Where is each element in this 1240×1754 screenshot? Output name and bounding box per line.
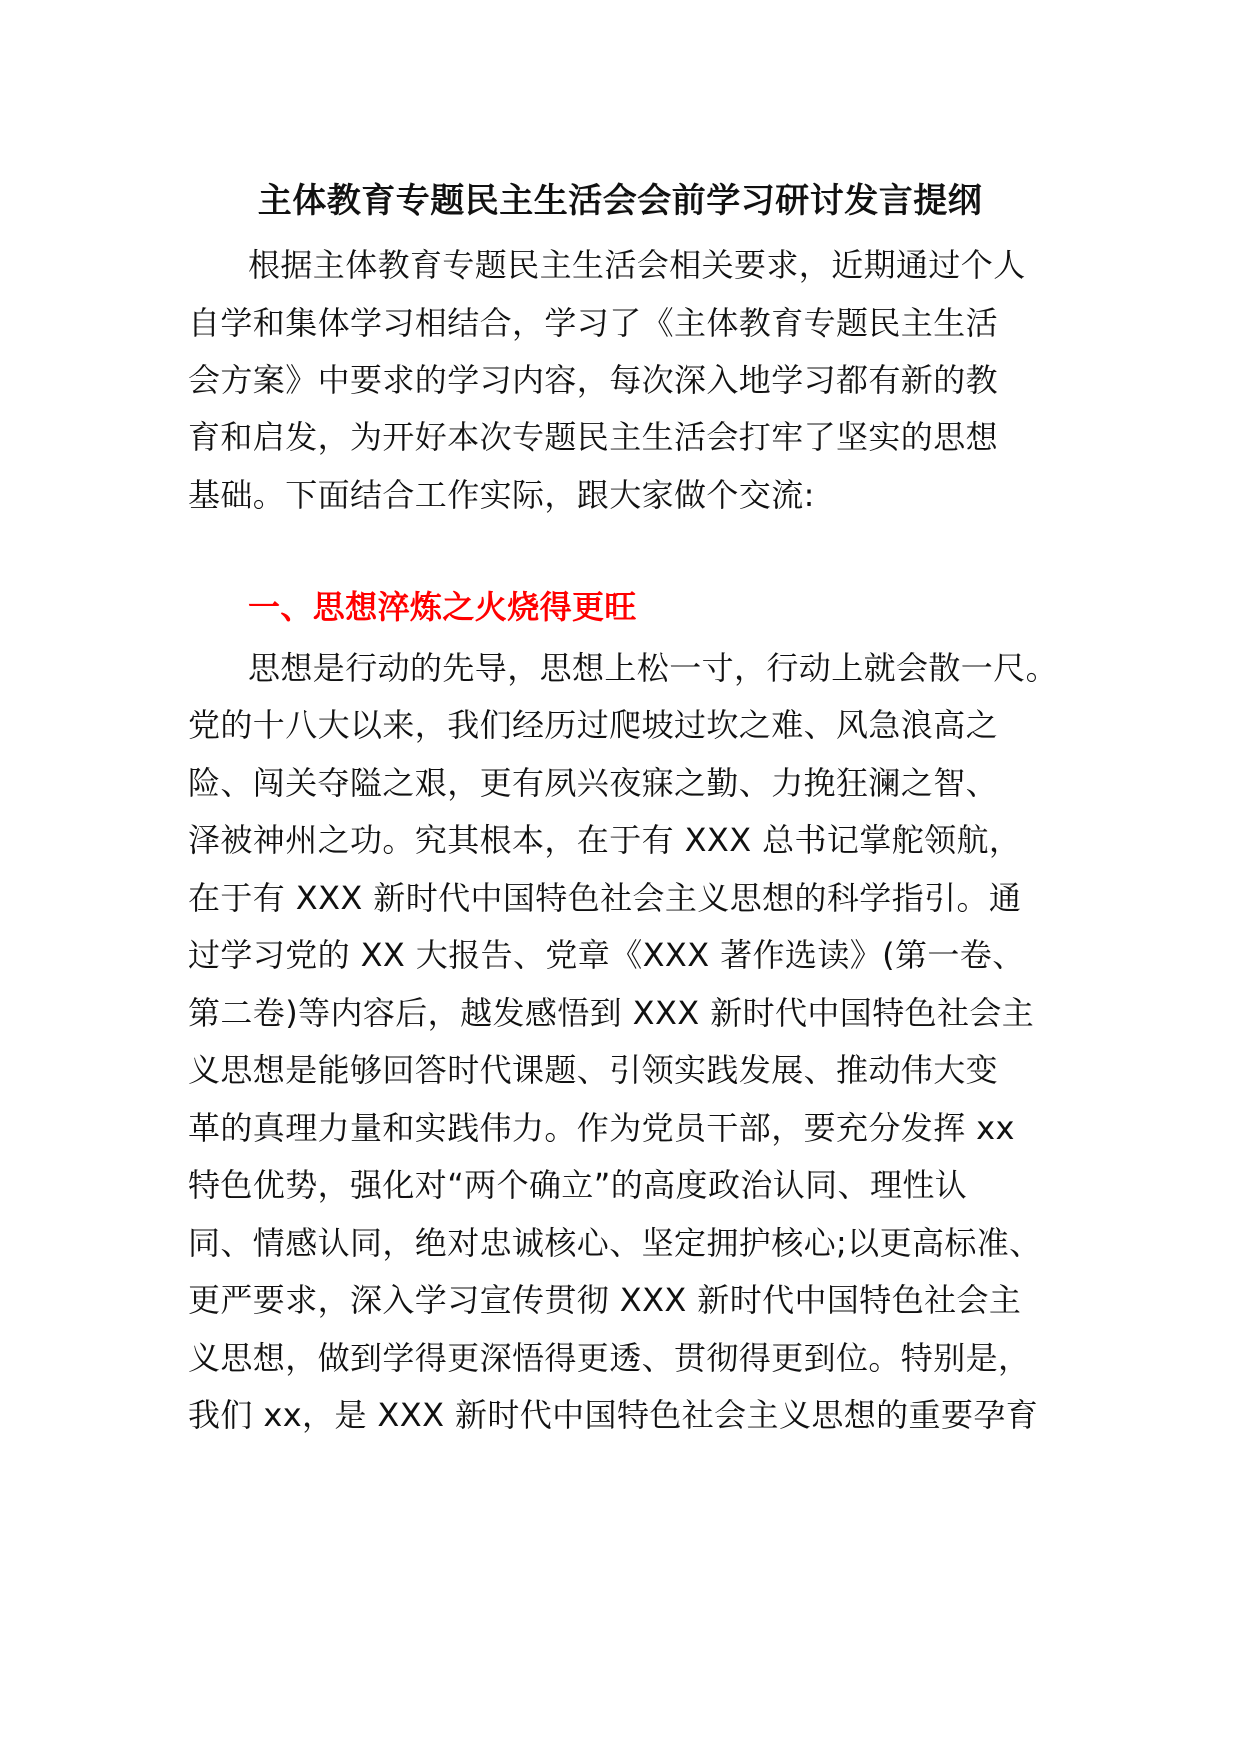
body-line-14: 我们 xx，是 XXX 新时代中国特色社会主义思想的重要孕育: [188, 1396, 1039, 1434]
body-line-12: 更严要求，深入学习宣传贯彻 XXX 新时代中国特色社会主: [188, 1281, 1022, 1319]
intro-line-1: 根据主体教育专题民主生活会相关要求，近期通过个人: [248, 246, 1026, 284]
body-line-1: 思想是行动的先导，思想上松一寸，行动上就会散一尺。: [248, 649, 1059, 687]
body-line-11: 同、情感认同，绝对忠诚核心、坚定拥护核心;以更高标准、: [188, 1224, 1042, 1262]
document-title: 主体教育专题民主生活会会前学习研讨发言提纲: [257, 181, 983, 221]
section-heading: 一、思想淬炼之火烧得更旺: [248, 588, 637, 626]
body-line-5: 在于有 XXX 新时代中国特色社会主义思想的科学指引。通: [188, 879, 1022, 917]
intro-line-5: 基础。下面结合工作实际，跟大家做个交流:: [188, 476, 815, 514]
intro-line-4: 育和启发，为开好本次专题民主生活会打牢了坚实的思想: [188, 418, 999, 456]
body-line-13: 义思想，做到学得更深悟得更透、贯彻得更到位。特别是，: [188, 1339, 1031, 1377]
intro-line-3: 会方案》中要求的学习内容，每次深入地学习都有新的教: [188, 361, 999, 399]
body-line-10: 特色优势，强化对“两个确立”的高度政治认同、理性认: [188, 1166, 968, 1204]
body-line-8: 义思想是能够回答时代课题、引领实践发展、推动伟大变: [188, 1051, 999, 1089]
body-line-7: 第二卷)等内容后，越发感悟到 XXX 新时代中国特色社会主: [188, 994, 1035, 1032]
body-line-2: 党的十八大以来，我们经历过爬坡过坎之难、风急浪高之: [188, 706, 999, 744]
intro-line-2: 自学和集体学习相结合，学习了《主体教育专题民主生活: [188, 304, 999, 342]
body-line-3: 险、闯关夺隘之艰，更有夙兴夜寐之勤、力挽狂澜之智、: [188, 764, 999, 802]
body-line-4: 泽被神州之功。究其根本，在于有 XXX 总书记掌舵领航，: [188, 821, 1022, 859]
body-line-6: 过学习党的 XX 大报告、党章《XXX 著作选读》(第一卷、: [188, 936, 1025, 974]
body-line-9: 革的真理力量和实践伟力。作为党员干部，要充分发挥 xx: [188, 1109, 1015, 1147]
